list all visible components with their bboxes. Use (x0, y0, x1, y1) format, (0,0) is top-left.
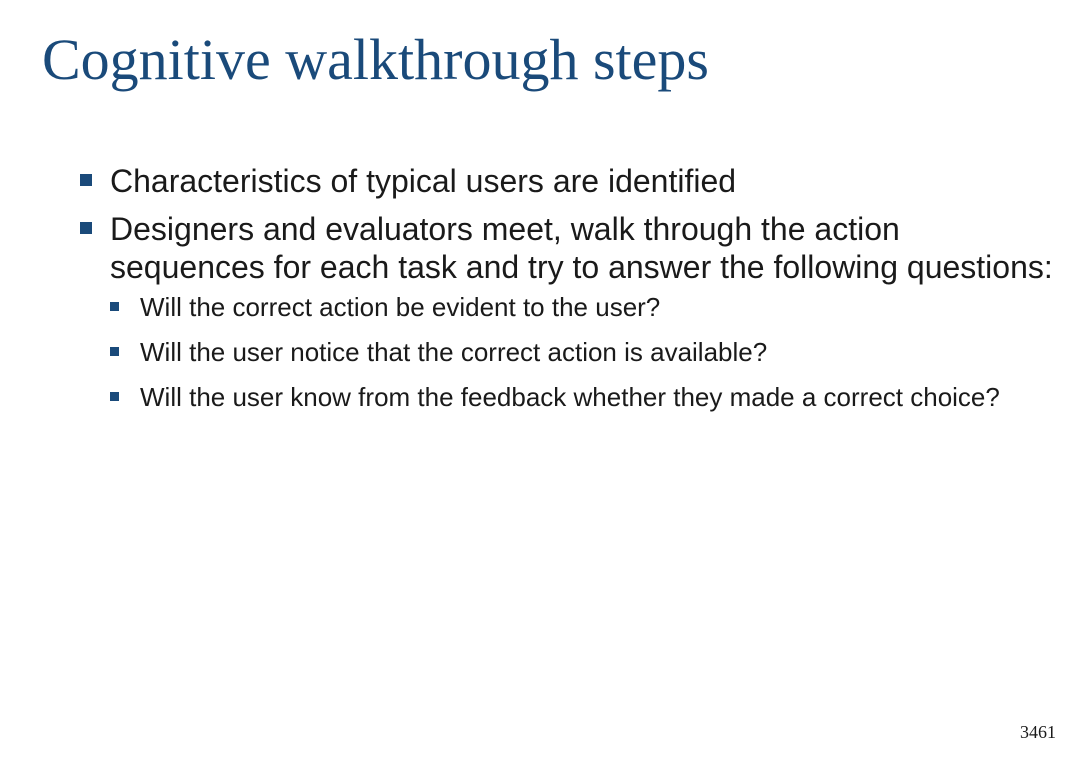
sub-bullet-item (110, 337, 1060, 368)
square-bullet-icon (110, 392, 119, 401)
bullet-item-users (80, 162, 1060, 200)
slide-title: Cognitive walkthrough steps (42, 27, 709, 92)
bullet-list (80, 162, 1060, 413)
square-bullet-icon (80, 222, 92, 234)
bullet-text: Designers and evaluators meet, walk through the action sequences for each task and try to answer the following questions: (110, 211, 1053, 285)
sub-bullet-text: Will the user know from the feedback whether they made a correct choice? (140, 382, 1000, 412)
square-bullet-icon (110, 347, 119, 356)
sub-bullet-text: Will the correct action be evident to the user? (140, 292, 661, 322)
square-bullet-icon (80, 174, 92, 186)
sub-bullet-text: Will the user notice that the correct action is available? (140, 337, 768, 367)
slide-content (80, 162, 1060, 427)
bullet-text: Characteristics of typical users are identified (110, 163, 737, 199)
page-number: 3461 (1020, 722, 1056, 742)
sub-bullet-list (110, 292, 1060, 413)
square-bullet-icon (110, 302, 119, 311)
sub-bullet-item (110, 382, 1060, 413)
bullet-item-walkthrough (80, 210, 1060, 413)
sub-bullet-item (110, 292, 1060, 323)
